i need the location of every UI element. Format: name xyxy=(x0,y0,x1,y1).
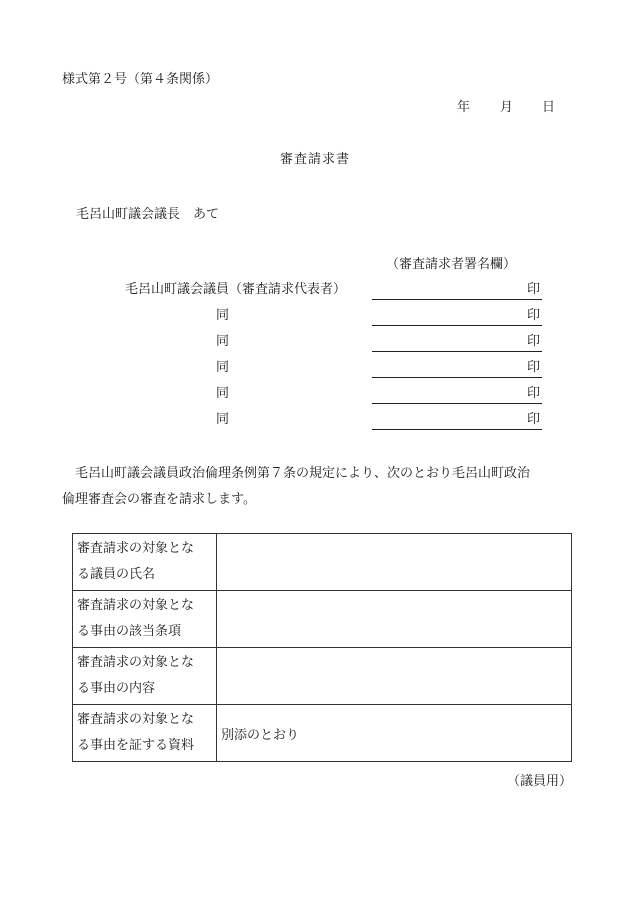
signatory-label: 同 xyxy=(216,412,230,427)
row-label-line: る事由の該当条項 xyxy=(77,624,182,639)
signatory-label: 毛呂山町議会議員（審査請求代表者） xyxy=(125,282,347,297)
row-value-cell[interactable] xyxy=(217,648,572,705)
addressee: 毛呂山町議会議長 あて xyxy=(76,207,220,222)
row-label xyxy=(73,591,217,648)
row-label-line: る事由の内容 xyxy=(77,681,156,696)
seal-mark: 印 xyxy=(527,360,541,375)
date-month-label: 月 xyxy=(500,100,514,115)
row-label-line: る議員の氏名 xyxy=(77,567,156,582)
row-label-line: 審査請求の対象とな xyxy=(77,541,195,556)
signatory-row xyxy=(0,335,630,355)
request-statement-line: 倫理審査会の審査を請求します。 xyxy=(62,492,256,507)
signature-line[interactable] xyxy=(372,403,542,404)
footer-note: （議員用） xyxy=(507,774,573,789)
signatory-label: 同 xyxy=(216,360,230,375)
row-label-line: 審査請求の対象とな xyxy=(77,598,195,613)
request-details-table xyxy=(72,533,572,762)
signatory-row xyxy=(0,361,630,381)
row-value-cell[interactable] xyxy=(217,591,572,648)
row-label-line: る事由を証する資料 xyxy=(77,738,195,753)
table-row xyxy=(73,591,572,648)
signatory-row xyxy=(0,283,630,303)
row-label xyxy=(73,648,217,705)
signature-caption: （審査請求者署名欄） xyxy=(386,257,517,272)
signatory-row xyxy=(0,387,630,407)
date-day-label: 日 xyxy=(542,100,556,115)
seal-mark: 印 xyxy=(527,282,541,297)
seal-mark: 印 xyxy=(527,412,541,427)
row-value-cell[interactable]: 別添のとおり xyxy=(217,705,572,762)
signatory-label: 同 xyxy=(216,386,230,401)
signature-line[interactable] xyxy=(372,429,542,430)
row-label xyxy=(73,705,217,762)
row-label-line: 審査請求の対象とな xyxy=(77,655,195,670)
document-title: 審査請求書 xyxy=(279,152,350,167)
row-value-cell[interactable] xyxy=(217,534,572,591)
row-label-line: 審査請求の対象とな xyxy=(77,712,195,727)
signatory-row xyxy=(0,309,630,329)
table-row xyxy=(73,705,572,762)
signature-line[interactable] xyxy=(372,299,542,300)
signatory-label: 同 xyxy=(216,308,230,323)
request-statement-line: 毛呂山町議会議員政治倫理条例第７条の規定により、次のとおり毛呂山町政治 xyxy=(62,466,531,481)
signature-line[interactable] xyxy=(372,377,542,378)
table-row xyxy=(73,534,572,591)
request-statement xyxy=(62,461,562,513)
seal-mark: 印 xyxy=(527,386,541,401)
row-label xyxy=(73,534,217,591)
seal-mark: 印 xyxy=(527,308,541,323)
signature-line[interactable] xyxy=(372,325,542,326)
signatory-label: 同 xyxy=(216,334,230,349)
table-row xyxy=(73,648,572,705)
signatory-row xyxy=(0,413,630,433)
signature-line[interactable] xyxy=(372,351,542,352)
seal-mark: 印 xyxy=(527,334,541,349)
form-number: 様式第２号（第４条関係） xyxy=(62,72,219,87)
date-year-label: 年 xyxy=(457,100,471,115)
